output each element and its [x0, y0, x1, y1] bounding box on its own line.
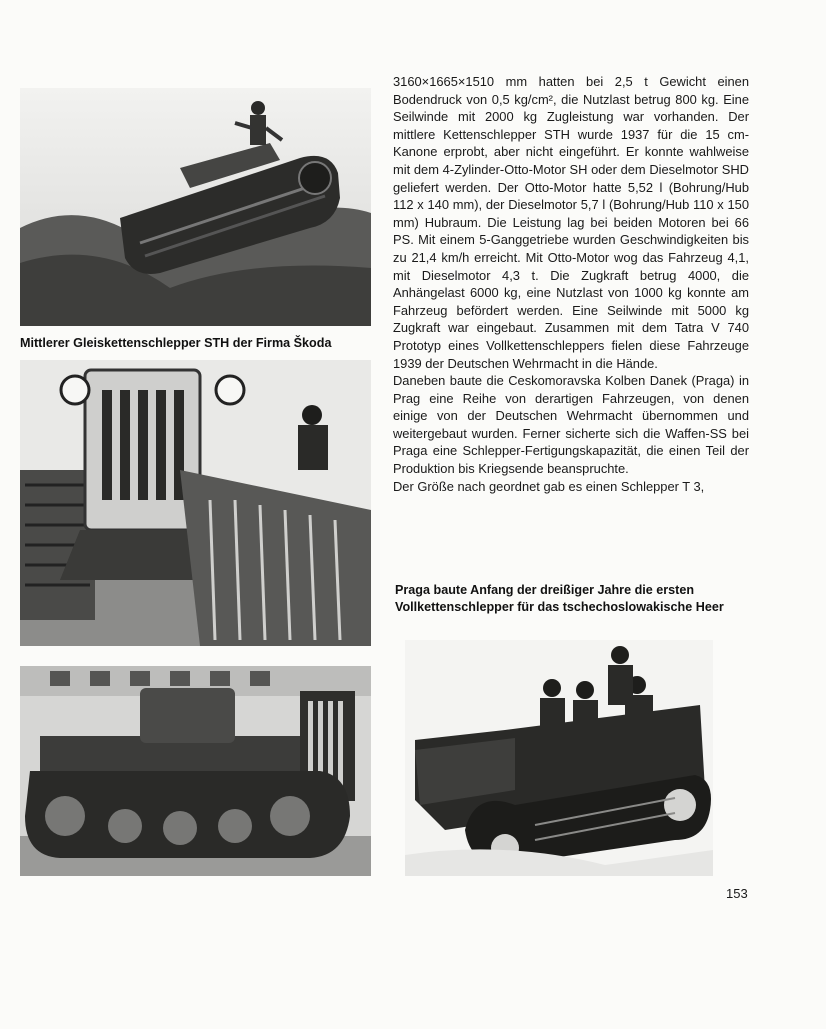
body-paragraph: Daneben baute die Ceskomoravska Kolben Danek (Praga) in Prag eine Reihe von derartigen Fahrzeugen, von denen einige von der Deutschen Wehrmacht übernommen und weitergebaut wurden. Ferner sicherte sich die Waffen-SS bei Praga eine Schlepper-Fertigungskapazität, die einen Teil der Produktion bis Kriegsende beanspruchte.	[393, 373, 749, 477]
photo-praga-tractor-side	[20, 666, 371, 876]
photo-caption-praga: Praga baute Anfang der dreißiger Jahre die ersten Vollkettenschlepper für das tschechoslowakische Heer	[395, 583, 724, 614]
body-text	[393, 73, 749, 495]
body-paragraph: 3160×1665×1510 mm hatten bei 2,5 t Gewicht einen Bodendruck von 0,5 kg/cm², die Nutzlast betrug 800 kg. Eine Seilwinde mit 2000 kg Zugleistung war vorhanden. Der mittlere Kettenschlepper STH wurde 1937 für die 15 cm-Kanone erprobt, aber nicht eingeführt. Er konnte wahlweise mit dem 4-Zylinder-Otto-Motor SH oder dem Dieselmotor SHD geliefert werden. Der Otto-Motor hatte 5,52 l (Bohrung/Hub 112 x 140 mm), der Dieselmotor 5,7 l (Bohrung/Hub 110 x 150 mm) Hubraum. Die Leistung lag bei beiden Motoren bei 66 PS. Mit einem 5-Ganggetriebe wurden Geschwindigkeiten bis zu 21,4 km/h erreicht. Mit Otto-Motor wog das Fahrzeug 4,1, mit Dieselmotor 4,3 t. Die Zugkraft betrug 4000, die Anhängelast 6000 kg, eine Nutzlast von 1000 kg konnte am Fahrzeug befördert werden. Eine Seilwinde mit 5000 kg Zugkraft war eingebaut. Zusammen mit dem Tatra V 740 Prototyp eines Vollkettenschleppers fielen diese Fahrzeuge 1939 der Deutschen Wehrmacht in die Hände.	[393, 74, 749, 371]
page-number: 153	[726, 886, 748, 901]
body-paragraph: Der Größe nach geordnet gab es einen Schlepper T 3,	[393, 478, 705, 494]
photo-praga-tractor-front	[20, 360, 371, 646]
photo-praga-tractor-soldiers	[405, 640, 713, 876]
photo-skoda-sth-tractor	[20, 88, 371, 326]
photo-caption-skoda: Mittlerer Gleiskettenschlepper STH der Firma Škoda	[20, 336, 332, 350]
